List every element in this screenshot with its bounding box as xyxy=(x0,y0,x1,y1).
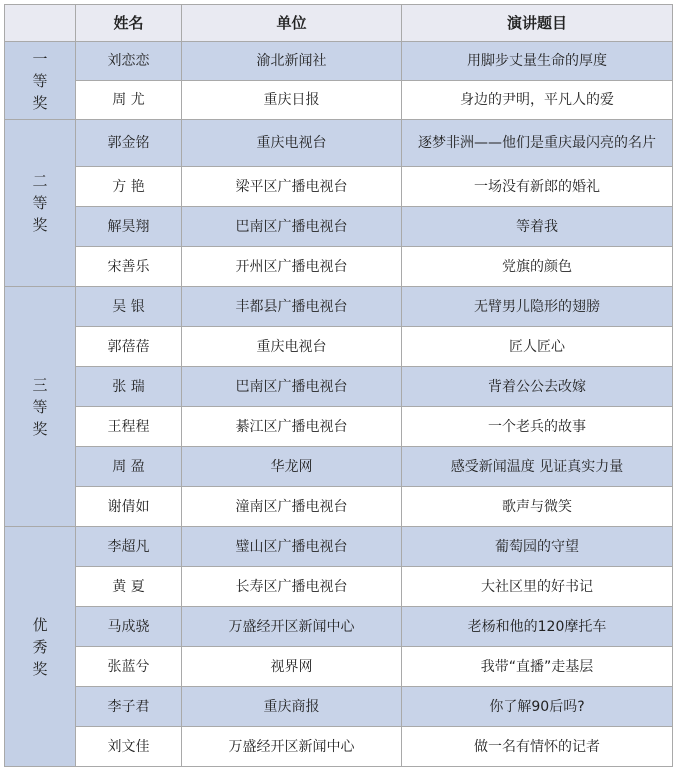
topic-cell: 逐梦非洲——他们是重庆最闪亮的名片 xyxy=(402,120,673,167)
table-row xyxy=(5,567,673,607)
topic-cell: 老杨和他的120摩托车 xyxy=(402,607,673,647)
name-cell: 刘恋恋 xyxy=(76,42,182,81)
name-cell: 解昊翔 xyxy=(76,207,182,247)
name-cell: 黄 夏 xyxy=(76,567,182,607)
table-row xyxy=(5,487,673,527)
name-cell: 郭金铭 xyxy=(76,120,182,167)
awards-table xyxy=(4,4,673,767)
unit-cell: 巴南区广播电视台 xyxy=(182,367,402,407)
topic-cell: 身边的尹明，平凡人的爱 xyxy=(402,81,673,120)
table-row xyxy=(5,247,673,287)
name-cell: 吴 银 xyxy=(76,287,182,327)
table-row xyxy=(5,407,673,447)
name-cell: 周 尤 xyxy=(76,81,182,120)
unit-cell: 潼南区广播电视台 xyxy=(182,487,402,527)
unit-cell: 重庆电视台 xyxy=(182,120,402,167)
name-cell: 周 盈 xyxy=(76,447,182,487)
name-cell: 方 艳 xyxy=(76,167,182,207)
prize-char: 二 xyxy=(32,172,48,190)
prize-char: 秀 xyxy=(32,637,48,656)
table-row xyxy=(5,42,673,81)
prize-char: 三 xyxy=(32,375,48,394)
unit-cell: 开州区广播电视台 xyxy=(182,247,402,287)
table-row xyxy=(5,120,673,167)
table-row xyxy=(5,287,673,327)
topic-cell: 大社区里的好书记 xyxy=(402,567,673,607)
prize-char: 奖 xyxy=(32,659,48,678)
topic-cell: 无臂男儿隐形的翅膀 xyxy=(402,287,673,327)
header-row xyxy=(5,5,673,42)
prize-cell-third xyxy=(5,287,76,527)
unit-cell: 璧山区广播电视台 xyxy=(182,527,402,567)
prize-char: 一 xyxy=(32,49,48,68)
table-row xyxy=(5,687,673,727)
unit-cell: 视界网 xyxy=(182,647,402,687)
prize-char: 等 xyxy=(32,71,48,90)
unit-cell: 重庆日报 xyxy=(182,81,402,120)
topic-cell: 匠人匠心 xyxy=(402,327,673,367)
table-row xyxy=(5,527,673,567)
name-cell: 张蓝兮 xyxy=(76,647,182,687)
name-cell: 张 瑞 xyxy=(76,367,182,407)
prize-char: 优 xyxy=(32,615,48,634)
table-row xyxy=(5,207,673,247)
unit-cell: 丰都县广播电视台 xyxy=(182,287,402,327)
name-cell: 马成骁 xyxy=(76,607,182,647)
table-row xyxy=(5,167,673,207)
unit-cell: 綦江区广播电视台 xyxy=(182,407,402,447)
prize-char: 奖 xyxy=(32,216,48,234)
header-prize xyxy=(5,5,76,42)
prize-char: 奖 xyxy=(32,419,48,438)
unit-cell: 巴南区广播电视台 xyxy=(182,207,402,247)
prize-char: 等 xyxy=(32,397,48,416)
prize-cell-second xyxy=(5,120,76,287)
name-cell: 李超凡 xyxy=(76,527,182,567)
name-cell: 郭蓓蓓 xyxy=(76,327,182,367)
unit-cell: 长寿区广播电视台 xyxy=(182,567,402,607)
unit-cell: 梁平区广播电视台 xyxy=(182,167,402,207)
unit-cell: 重庆商报 xyxy=(182,687,402,727)
name-cell: 宋善乐 xyxy=(76,247,182,287)
topic-cell: 你了解90后吗? xyxy=(402,687,673,727)
topic-cell: 背着公公去改嫁 xyxy=(402,367,673,407)
name-cell: 刘文佳 xyxy=(76,727,182,767)
topic-cell: 等着我 xyxy=(402,207,673,247)
topic-cell: 做一名有情怀的记者 xyxy=(402,727,673,767)
header-unit: 单位 xyxy=(182,5,402,42)
prize-char: 等 xyxy=(32,194,48,212)
table-row xyxy=(5,81,673,120)
table-row xyxy=(5,727,673,767)
table-row xyxy=(5,447,673,487)
topic-cell: 葡萄园的守望 xyxy=(402,527,673,567)
topic-cell: 一个老兵的故事 xyxy=(402,407,673,447)
topic-cell: 用脚步丈量生命的厚度 xyxy=(402,42,673,81)
unit-cell: 渝北新闻社 xyxy=(182,42,402,81)
unit-cell: 万盛经开区新闻中心 xyxy=(182,727,402,767)
name-cell: 谢倩如 xyxy=(76,487,182,527)
header-topic: 演讲题目 xyxy=(402,5,673,42)
name-cell: 李子君 xyxy=(76,687,182,727)
unit-cell: 重庆电视台 xyxy=(182,327,402,367)
topic-cell: 感受新闻温度 见证真实力量 xyxy=(402,447,673,487)
unit-cell: 华龙网 xyxy=(182,447,402,487)
prize-cell-first xyxy=(5,42,76,120)
topic-cell: 党旗的颜色 xyxy=(402,247,673,287)
topic-cell: 歌声与微笑 xyxy=(402,487,673,527)
topic-cell: 我带“直播”走基层 xyxy=(402,647,673,687)
unit-cell: 万盛经开区新闻中心 xyxy=(182,607,402,647)
table-row xyxy=(5,647,673,687)
prize-cell-excellence xyxy=(5,527,76,767)
table-row xyxy=(5,607,673,647)
name-cell: 王程程 xyxy=(76,407,182,447)
table-row xyxy=(5,327,673,367)
table-row xyxy=(5,367,673,407)
header-name: 姓名 xyxy=(76,5,182,42)
topic-cell: 一场没有新郎的婚礼 xyxy=(402,167,673,207)
prize-char: 奖 xyxy=(32,93,48,112)
